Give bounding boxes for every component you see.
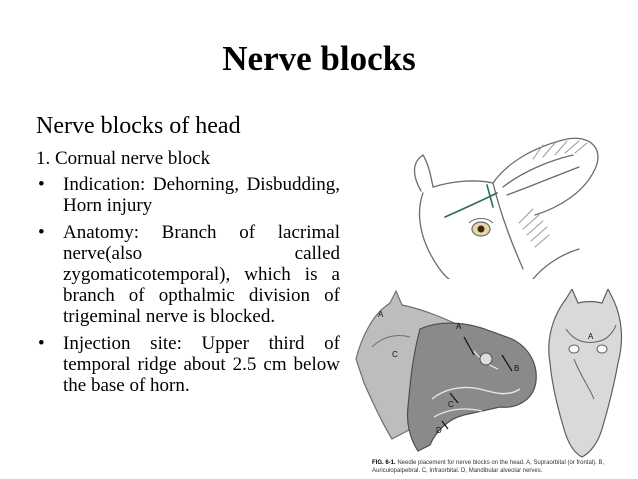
bullet-injection-site [36,333,340,396]
label-b: B [514,364,520,373]
label-d: D [436,426,442,435]
bullet-dot: • [38,174,45,195]
bullet-dot: • [38,222,45,243]
bullet-text: Indication: Dehorning, Disbudding, Horn injury [63,174,340,216]
slide-title: Nerve blocks [222,39,416,78]
bullet-indication [36,174,340,216]
bullet-list [36,174,340,402]
bullet-text: Anatomy: Branch of lacrimal nerve(also called zygomaticotemporal), which is a branch of opthalmic division of trigeminal nerve is blocked. [63,222,340,327]
numbered-item: 1. Cornual nerve block [36,148,211,169]
label-c-left: C [392,350,398,359]
bullet-text: Injection site: Upper third of temporal ridge about 2.5 cm below the base of horn. [63,333,340,396]
label-c-middle: C [448,400,454,409]
figure-caption [372,459,634,475]
cow-head-illustration [383,129,608,279]
bullet-anatomy [36,222,340,327]
label-a-right: A [588,332,594,341]
label-a-middle: A [456,322,462,331]
figure-caption-text: Needle placement for nerve blocks on the head. A, Supraorbital (or frontal). B, Auriculopalpebral. C, Infraorbital. D, Mandibular alveolar nerves. [372,460,605,474]
label-a-left: A [378,310,384,319]
figure-number: FIG. 6-1. [372,460,396,466]
horse-head-illustration [352,289,624,459]
bullet-dot: • [38,333,45,354]
slide-subtitle: Nerve blocks of head [36,113,241,139]
